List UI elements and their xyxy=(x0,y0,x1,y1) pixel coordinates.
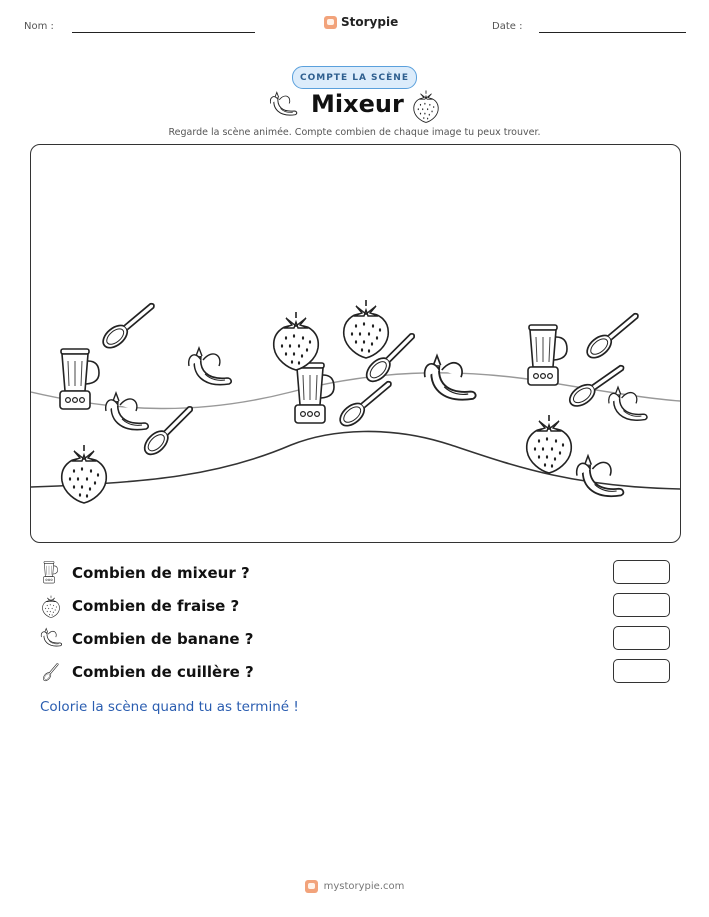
question-text: Combien de cuillère ? xyxy=(72,663,254,681)
scene-illustration xyxy=(31,145,680,542)
date-label: Date : xyxy=(492,21,523,32)
page-title: Mixeur xyxy=(311,90,404,118)
question-row-spoon xyxy=(40,660,254,684)
strawberry-3 xyxy=(62,445,107,503)
spoon-5 xyxy=(583,308,643,362)
strawberry-1 xyxy=(274,312,319,370)
spoon-1 xyxy=(99,298,159,352)
answer-box-spoon[interactable] xyxy=(613,659,670,683)
spoon-4 xyxy=(336,376,396,430)
name-label: Nom : xyxy=(24,21,54,32)
question-text: Combien de mixeur ? xyxy=(72,564,250,582)
blender-3 xyxy=(528,325,567,385)
blender-2 xyxy=(295,363,334,423)
banana-icon xyxy=(40,627,62,651)
strawberry-4 xyxy=(527,415,572,473)
spoon-3 xyxy=(140,401,197,458)
blender-icon xyxy=(40,561,60,585)
strawberry-2 xyxy=(344,300,389,358)
question-row-strawberry xyxy=(40,594,239,618)
coloring-instruction: Colorie la scène quand tu as terminé ! xyxy=(40,699,299,715)
instructions: Regarde la scène animée. Compte combien de chaque image tu peux trouver. xyxy=(168,127,541,138)
scene-frame xyxy=(30,144,681,543)
question-row-blender xyxy=(40,561,250,585)
question-row-banana xyxy=(40,627,253,651)
footer xyxy=(0,880,709,893)
title-banana-icon xyxy=(266,90,300,122)
brand-logo xyxy=(324,15,398,29)
banana-1 xyxy=(189,348,231,385)
banana-3 xyxy=(425,356,476,400)
answer-box-strawberry[interactable] xyxy=(613,593,670,617)
storypie-logo-icon xyxy=(305,880,318,893)
answer-box-blender[interactable] xyxy=(613,560,670,584)
spoon-icon xyxy=(40,660,62,684)
brand-name: Storypie xyxy=(341,15,399,29)
banana-2 xyxy=(106,393,148,430)
activity-badge: COMPTE LA SCÈNE xyxy=(292,66,417,89)
question-text: Combien de fraise ? xyxy=(72,597,240,615)
footer-url[interactable]: mystorypie.com xyxy=(323,881,405,892)
banana-5 xyxy=(577,456,624,496)
storypie-logo-icon xyxy=(324,16,337,29)
question-text: Combien de banane ? xyxy=(72,630,254,648)
blender-1 xyxy=(60,349,99,409)
answer-box-banana[interactable] xyxy=(613,626,670,650)
date-field[interactable] xyxy=(539,32,686,33)
title-strawberry-icon xyxy=(409,89,443,123)
strawberry-icon xyxy=(40,594,62,618)
name-field[interactable] xyxy=(72,32,255,33)
